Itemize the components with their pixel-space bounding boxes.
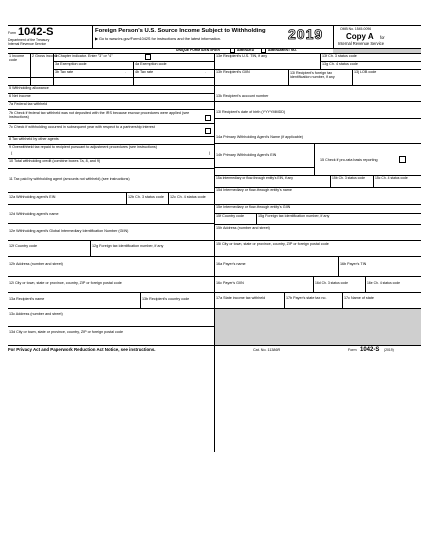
box12a-agent-ein: 12a Withholding agent's EIN — [9, 195, 56, 199]
box4b-tax-rate: 4b Tax rate — [135, 70, 154, 74]
form-1042s — [8, 25, 421, 463]
unique-id-label: UNIQUE FORM IDENTIFIER — [176, 48, 220, 52]
box14a-primary-agent-name: 14a Primary Withholding Agent's Name (if applicable) — [216, 135, 303, 139]
box12f-country-code: 12f Country code — [9, 244, 38, 248]
box8-tax-withheld-other: 8 Tax withheld by other agents — [9, 137, 59, 141]
dept-line2: Internal Revenue Service — [8, 42, 47, 46]
box13j-lob-code: 13j LOB code — [354, 70, 377, 74]
box4a-exemption-code: 4a Exemption code — [135, 62, 167, 66]
box16c-payer-giin: 16c Payer's GIIN — [216, 281, 244, 285]
amended-checkbox-2[interactable] — [261, 48, 266, 53]
box16b-payer-tin: 16b Payer's TIN — [340, 262, 367, 266]
box10-total-credit: 10 Total withholding credit (combine boxes 7a, 8, and 9) — [9, 159, 101, 163]
box15c-ch4-status: 15c Ch. 4 status code — [375, 176, 408, 180]
box16a-payer-name: 16a Payer's name — [216, 262, 246, 266]
box13c-recipient-address: 13c Address (number and street) — [9, 312, 63, 316]
box9-overwithheld: 9 Overwithheld tax repaid to recipient pursuant to adjustment procedures (see instructions) — [9, 145, 157, 149]
amendment-no-label: AMENDMENT NO. — [268, 48, 298, 52]
box16e-ch4-status: 16e Ch. 4 status code — [367, 281, 400, 285]
box7a-federal-tax-withheld: 7a Federal tax withheld — [9, 102, 48, 106]
box13i-recipient-foreign-tin: 13i Recipient's foreign tax identification number, if any — [290, 71, 335, 80]
box7b-escrow: 7b Check if federal tax withheld was not deposited with the IRS because escrow procedures were applied (see instructions) — [9, 111, 190, 120]
form-prefix: Form — [8, 31, 16, 35]
shaded-area — [215, 309, 421, 345]
box13g-ch4-status: 13g Ch. 4 status code — [322, 62, 358, 66]
box12c-ch4-status: 12c Ch. 4 status code — [170, 195, 206, 199]
box13k-account-number: 13k Recipient's account number — [216, 94, 269, 98]
form-header — [8, 26, 421, 48]
dept-line1: Department of the Treasury — [8, 38, 50, 42]
box13a-recipient-name: 13a Recipient's name — [9, 297, 45, 301]
box3b-tax-rate: 3b Tax rate — [55, 70, 74, 74]
box13f-ch3-status: 13f Ch. 3 status code — [322, 54, 357, 58]
box17a-state-tax: 17a State income tax withheld — [216, 296, 266, 300]
box15h-address: 15h Address (number and street) — [216, 226, 270, 230]
copy-agency: Internal Revenue Service — [338, 41, 384, 46]
footer-year: (2019) — [384, 348, 394, 352]
box15d-intermediary-name: 15d Intermediary or flow-through entity's name — [216, 188, 292, 192]
box7c-partnership: 7c Check if withholding occurred in subsequent year with respect to a partnership interest — [9, 125, 155, 129]
box3b-decimal: . — [125, 70, 127, 74]
box3a-exemption-code: 3a Exemption code — [55, 62, 87, 66]
box17b-payer-state-no: 17b Payer's state tax no. — [286, 296, 327, 300]
box4b-decimal: . — [205, 70, 207, 74]
box6-net-income: 6 Net income — [9, 94, 31, 98]
box15-checkbox[interactable] — [399, 156, 406, 163]
omb-number: OMB No. 1545-0096 — [340, 27, 372, 31]
box12e-agent-giin: 12e Withholding agent's Global Intermediary Identification Number (GIIN) — [9, 229, 129, 233]
box2-gross-income: 2 Gross income — [32, 54, 58, 58]
box14b-primary-agent-ein: 14b Primary Withholding Agent's EIN — [216, 153, 277, 157]
box3-entry[interactable] — [145, 54, 151, 60]
box17c-state-name: 17c Name of state — [344, 296, 374, 300]
box15b-ch3-status: 15b Ch. 3 status code — [332, 176, 365, 180]
box12b-ch3-status: 12b Ch. 3 status code — [128, 195, 164, 199]
footer-form-number: 1042-S — [360, 347, 380, 353]
header-divider-right — [333, 26, 334, 48]
box3-chapter-indicator: 3 Chapter indicator. Enter "3" or "4" — [55, 54, 113, 58]
box15a-intermediary-ein: 15a Intermediary or flow-through entity's EIN, if any — [216, 176, 293, 180]
box12i-city: 12i City or town, state or province, country, ZIP or foreign postal code — [9, 281, 122, 285]
box15e-intermediary-giin: 15e Intermediary or flow-through entity's GIIN — [216, 205, 291, 209]
box13h-recipient-giin: 13h Recipient's GIIN — [216, 70, 250, 74]
box15f-country-code: 15f Country code — [216, 214, 245, 218]
box15g-foreign-tin: 15g Foreign tax identification number, if any — [258, 214, 330, 218]
form-title: Foreign Person's U.S. Source Income Subject to Withholding — [95, 28, 266, 34]
box7c-checkbox[interactable] — [205, 128, 211, 134]
box13d-recipient-city: 13d City or town, state or province, country, ZIP or foreign postal code — [9, 330, 124, 334]
box1-income-code: 1 Income code — [9, 54, 25, 62]
box13e-recipient-tin: 13e Recipient's U.S. TIN, if any — [216, 54, 268, 58]
cat-number: Cat. No. 11386R — [253, 348, 281, 352]
box7b-checkbox[interactable] — [205, 115, 211, 121]
box13l-date-of-birth: 13l Recipient's date of birth (YYYYMMDD) — [216, 110, 286, 114]
footer-form-label: Form — [348, 348, 357, 352]
box15-pro-rata: 15 Check if pro-rata basis reporting — [320, 158, 378, 162]
copy-for: for — [380, 35, 385, 40]
header-divider-left — [92, 26, 93, 48]
box11-tax-paid: 11 Tax paid by withholding agent (amounts not withheld) (see instructions) — [9, 177, 130, 181]
box12d-agent-name: 12d Withholding agent's name — [9, 212, 59, 216]
amended-label: AMENDED — [237, 48, 255, 52]
box9-paren-close: ) — [209, 151, 211, 155]
form-instructions: ▶ Go to www.irs.gov/Form1042S for instructions and the latest information. — [95, 37, 221, 41]
privacy-notice: For Privacy Act and Paperwork Reduction Act Notice, see instructions. — [8, 347, 156, 352]
box15i-city: 15i City or town, state or province, country, ZIP or foreign postal code — [216, 242, 329, 246]
form-number: 1042-S — [18, 26, 54, 38]
box16d-ch3-status: 16d Ch. 3 status code — [315, 281, 348, 285]
copy-label: Copy A — [346, 32, 374, 41]
box9-paren-open: ( — [11, 151, 13, 155]
tax-year: 2019 — [288, 26, 324, 42]
box12g-foreign-tin: 12g Foreign tax identification number, if any — [92, 244, 164, 248]
box13b-recipient-country: 13b Recipient's country code — [142, 297, 190, 301]
box5-withholding-allowance: 5 Withholding allowance — [9, 86, 49, 90]
amended-checkbox[interactable] — [230, 48, 235, 53]
box12h-address: 12h Address (number and street) — [9, 262, 63, 266]
center-divider — [214, 53, 215, 452]
